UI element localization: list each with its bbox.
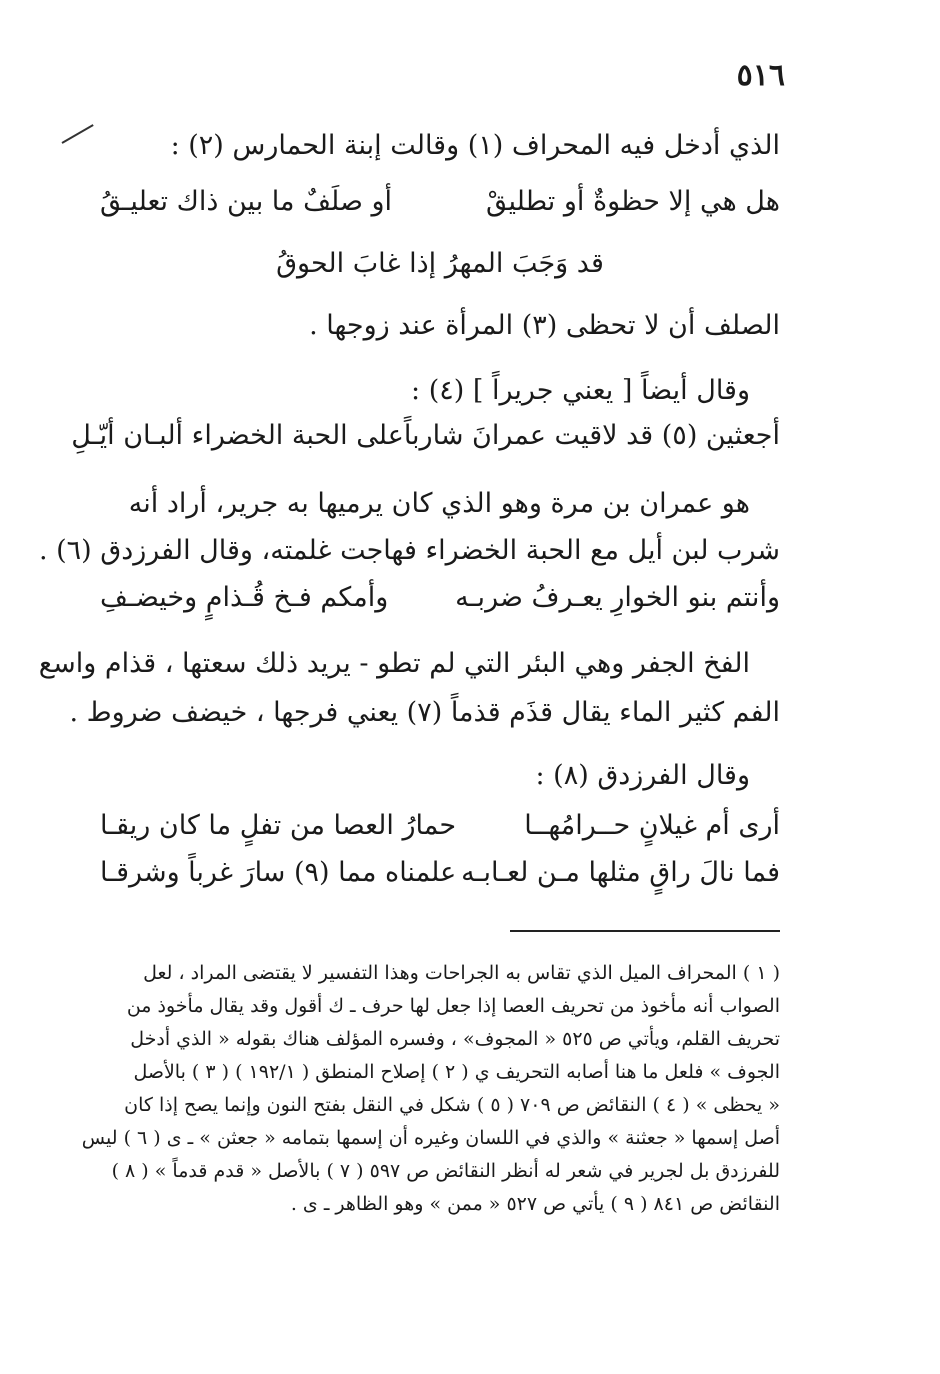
text-line: شرب لبن أيل مع الحبة الخضراء فهاجت غلمته، وقال الفرزدق (٦) .: [38, 535, 780, 566]
text-line: هو عمران بن مرة وهو الذي كان يرميها به جرير، أراد أنه: [128, 488, 750, 519]
verse-hemistich-left: علمناه مما (٩) سارَ غرباً وشرقـا: [100, 857, 457, 888]
text-line: وقال أيضاً [ يعني جريراً ] (٤) :: [411, 375, 750, 406]
verse-hemistich-left: أو صلَفٌ ما بين ذاك تعليـقُ: [100, 186, 393, 217]
footnote-line: للفرزدق بل لجرير في شعر له أنظر النقائض ص ٥٩٧ ( ٧ ) بالأصل « قدم قدماً » ( ٨ ): [111, 1160, 780, 1182]
verse-line: [100, 184, 780, 219]
footnote-line: النقائض ص ٨٤١ ( ٩ ) يأتي ص ٥٢٧ « ممن » وهو الظاهر ـ ى .: [290, 1193, 780, 1215]
text-line: الصلف أن لا تحظى (٣) المرأة عند زوجها .: [309, 310, 780, 341]
footnote-line: « يحظى » ( ٤ ) النقائض ص ٧٠٩ ( ٥ ) شكل في النقل بفتح النون وإنما يصح إذا كان: [124, 1094, 780, 1116]
verse-hemistich-left: على الحبة الخضراء ألبـان أيّـلِ: [71, 420, 404, 451]
footnote-line: ( ١ ) المحراف الميل الذي تقاس به الجراحات وهذا التفسير لا يقتضى المراد ، لعل: [143, 962, 780, 984]
verse-hemistich-left: وأمكم فـخ قُـذامٍ وخيضـفِ: [100, 582, 389, 613]
footnote-line: الجوف » فلعل ما هنا أصابه التحريف ي ( ٢ ) إصلاح المنطق ( ١٩٢/١ ) ( ٣ ) بالأصل: [133, 1061, 780, 1083]
text-line: الفم كثير الماء يقال قذَم قذماً (٧) يعني فرجها ، خيضف ضروط .: [69, 697, 780, 728]
footnote-line: أصل إسمها « جعثنة » والذي في اللسان وغيره أن إسمها بتمامه « جعثن » ـ ى ( ٦ ) ليس: [81, 1127, 780, 1149]
verse-line: [100, 580, 780, 615]
verse-hemistich-right: وأنتم بنو الخوارِ يعـرفُ ضربـه: [455, 582, 780, 613]
text-line: وقال الفرزدق (٨) :: [535, 760, 750, 791]
text-line: الفخ الجفر وهي البئر التي لم تطو - يريد ذلك سعتها ، قذام واسع: [38, 648, 750, 679]
verse-line: قد وَجَبَ المهرُ إذا غابَ الحوقُ: [276, 248, 604, 279]
margin-mark: [62, 124, 94, 144]
text-line: الذي أدخل فيه المحراف (١) وقالت إبنة الحمارس (٢) :: [170, 130, 780, 161]
footnote-line: تحريف القلم، ويأتي ص ٥٢٥ « المجوف» ، وفسره المؤلف هناك بقوله « الذي أدخل: [130, 1028, 780, 1050]
page-number: ٥١٦: [736, 58, 785, 93]
verse-hemistich-right: هل هي إلا حظوةٌ أو تطليقْ: [486, 186, 780, 217]
verse-hemistich-right: أرى أم غيلانٍ حــرامُهــا: [524, 810, 780, 841]
footnote-separator: [510, 930, 780, 932]
verse-line: [100, 855, 780, 890]
verse-hemistich-right: فما نالَ راقٍ مثلها مـن لعـابـه: [461, 857, 780, 888]
verse-line: [100, 808, 780, 843]
footnote-line: الصواب أنه مأخوذ من تحريف العصا إذا جعل لها حرف ـ ك أقول وقد يقال مأخوذ من: [126, 995, 780, 1017]
verse-hemistich-right: أجعثين (٥) قد لاقيت عمرانَ شارباً: [403, 420, 780, 451]
verse-hemistich-left: حمارُ العصا من تفلٍ ما كان ريقـا: [100, 810, 457, 841]
verse-line: [71, 418, 780, 453]
